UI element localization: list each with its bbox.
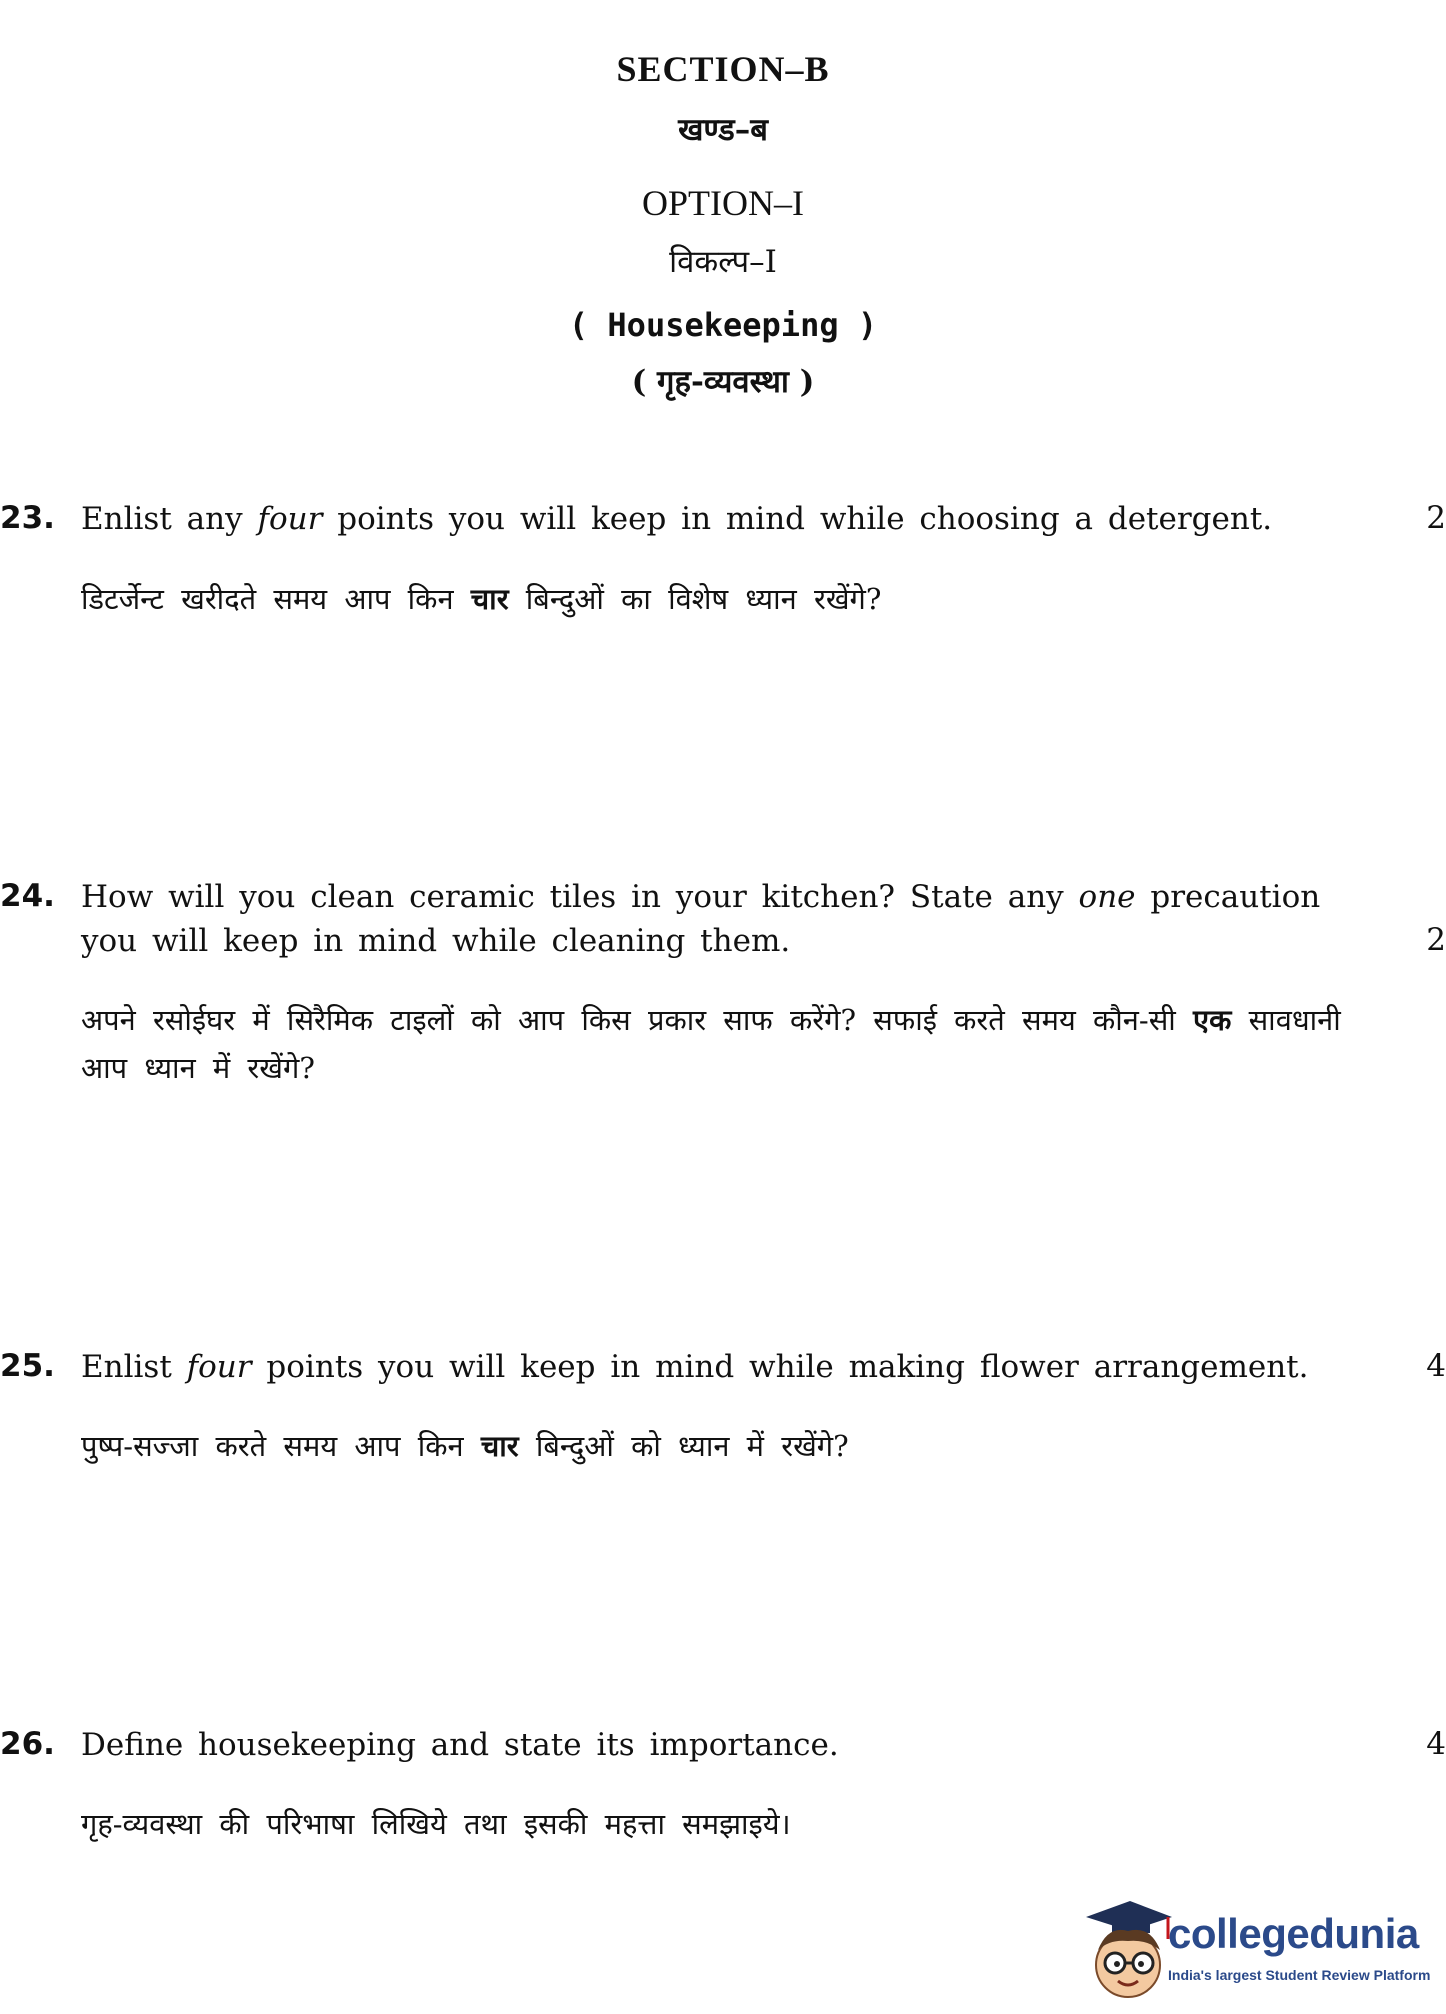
question-number: 23.	[0, 500, 55, 536]
question-marks: 2	[1426, 922, 1446, 958]
question-text-hindi: गृह-व्यवस्था की परिभाषा लिखिये तथा इसकी महत्ता समझाइये।	[81, 1807, 791, 1841]
subject-title: ( Housekeeping )	[568, 306, 878, 344]
question-marks: 4	[1426, 1726, 1446, 1762]
question-text: Define housekeeping and state its importance.	[81, 1727, 839, 1763]
question-number: 25.	[0, 1348, 55, 1384]
question-text-hindi: डिटर्जेन्ट खरीदते समय आप किन चार बिन्दुओं का विशेष ध्यान रखेंगे?	[81, 582, 882, 616]
subject-title-hindi: ( गृह-व्यवस्था )	[631, 364, 815, 400]
option-title: OPTION–I	[642, 183, 804, 223]
section-title-hindi: खण्ड–ब	[678, 112, 768, 148]
question-marks: 2	[1426, 500, 1446, 536]
question-text-hindi: पुष्प-सज्जा करते समय आप किन चार बिन्दुओं को ध्यान में रखेंगे?	[81, 1429, 849, 1463]
logo-wordmark: collegedunia	[1168, 1910, 1419, 1957]
section-title: SECTION–B	[616, 49, 830, 89]
question-text: Enlist four points you will keep in mind while making flower arrangement.	[81, 1349, 1309, 1385]
question-number: 26.	[0, 1726, 55, 1762]
question-text-hindi: अपने रसोईघर में सिरैमिक टाइलों को आप किस प्रकार साफ करेंगे? सफाई करते समय कौन-सी एक सावधानी आप ध्यान में रखेंगे?	[81, 1003, 1341, 1085]
question-text: Enlist any four points you will keep in mind while choosing a detergent.	[81, 501, 1273, 537]
question-marks: 4	[1426, 1348, 1446, 1384]
question-number: 24.	[0, 878, 55, 914]
question-text: How will you clean ceramic tiles in your kitchen? State any one precaution you will keep in mind while cleaning them.	[81, 879, 1321, 959]
logo-tagline: India's largest Student Review Platform	[1168, 1967, 1431, 1983]
option-title-hindi: विकल्प–I	[669, 244, 777, 280]
